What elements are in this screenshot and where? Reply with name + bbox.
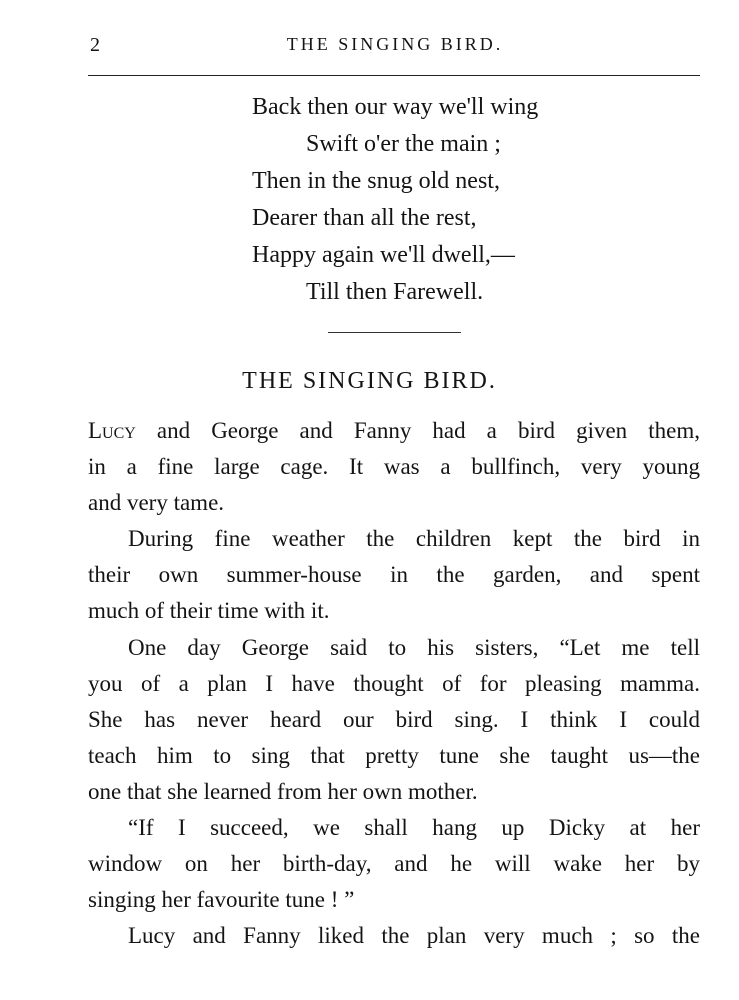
story-body xyxy=(88,413,700,954)
text-line: in a fine large cage. It was a bullfinch, very young xyxy=(88,454,700,480)
text-line: singing her favourite tune ! ” xyxy=(88,887,355,913)
paragraph xyxy=(88,630,700,810)
paragraph xyxy=(88,413,700,521)
text-line: “If I succeed, we shall hang up Dicky at her xyxy=(128,815,700,841)
text-line: She has never heard our bird sing. I think I could xyxy=(88,706,700,732)
running-head xyxy=(90,34,700,62)
section-divider xyxy=(328,332,461,333)
page-number: 2 xyxy=(90,34,101,56)
text-line: Lucy and Fanny liked the plan very much ; so the xyxy=(128,923,700,949)
text-line: During fine weather the children kept the bird in xyxy=(128,526,700,552)
text-line xyxy=(88,413,700,449)
verse-line: Then in the snug old nest, xyxy=(252,168,500,194)
paragraph xyxy=(88,810,700,918)
text-line: window on her birth-day, and he will wake her by xyxy=(88,851,700,877)
verse-line: Back then our way we'll wing xyxy=(252,94,539,120)
text-fragment: and George and Fanny had a bird given them, xyxy=(135,418,700,443)
running-title: THE SINGING BIRD. xyxy=(286,34,504,54)
paragraph xyxy=(88,918,700,954)
text-line: one that she learned from her own mother. xyxy=(88,778,478,804)
verse-line: Dearer than all the rest, xyxy=(252,205,477,231)
verse-line: Till then Farewell. xyxy=(306,279,484,305)
paragraph xyxy=(88,521,700,629)
story-title: THE SINGING BIRD. xyxy=(242,368,497,394)
text-line: their own summer-house in the garden, and spent xyxy=(88,562,700,588)
text-line: teach him to sing that pretty tune she taught us—the xyxy=(88,742,700,768)
text-line: you of a plan I have thought of for pleasing mamma. xyxy=(88,670,700,696)
text-line: One day George said to his sisters, “Let me tell xyxy=(128,634,700,660)
verse-line: Swift o'er the main ; xyxy=(306,131,501,157)
drop-word: Lucy xyxy=(88,418,136,443)
text-line: much of their time with it. xyxy=(88,598,330,624)
text-line: and very tame. xyxy=(88,490,225,516)
header-rule xyxy=(88,75,700,76)
verse-line: Happy again we'll dwell,— xyxy=(252,242,515,268)
